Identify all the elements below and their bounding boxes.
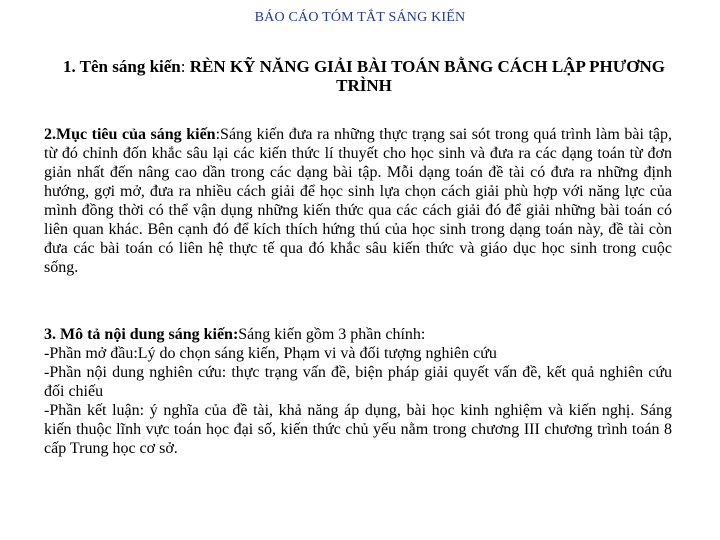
initiative-name-heading: RÈN KỸ NĂNG GIẢI BÀI TOÁN BẰNG CÁCH LẬP PHƯƠNG TRÌNH [189,57,666,95]
report-title: BÁO CÁO TÓM TẮT SÁNG KIẾN [254,10,466,25]
initiative-name-separator: : [180,57,190,76]
content-description-intro: Sáng kiến gồm 3 phần chính: [238,326,426,343]
content-description-header-line [44,325,672,344]
objective-body: :Sáng kiến đưa ra những thực trạng sai sót trong quá trình làm bài tập, từ đó chỉnh đốn khắc sâu lại các kiến thức lí thuyết cho học sinh và đưa ra các dạng toán từ đơn giản nhất đến nâng cao dần trong các dạng bài tập. Mỗi dạng toán đề tài có đưa ra những định hướng, gợi mở, đưa ra nhiều cách giải để học sinh lựa chọn cách giải phù hợp với năng lực của mình đồng thời có thể vận dụng những kiến thức qua các cách giải đó để giải những bài toán có liên quan khác. Bên cạnh đó để kích thích hứng thú của học sinh trong dạng toán này, đề tài còn đưa các bài toán có liên hệ thực tế qua đó khắc sâu kiến thức và giáo dục học sinh trong cuộc sống. [44,126,673,276]
content-description-section [44,325,672,458]
content-part-item: -Phần mở đầu:Lý do chọn sáng kiến, Phạm vi và đối tượng nghiên cứu [44,345,497,362]
content-part-item: -Phần nội dung nghiên cứu: thực trạng vấn đề, biện pháp giải quyết vấn đề, kết quả nghiên cứu đối chiếu [44,364,672,400]
objective-section [44,125,672,277]
objective-label: 2.Mục tiêu của sáng kiến [44,126,216,143]
content-part-item: -Phần kết luận: ý nghĩa của đề tài, khả năng áp dụng, bài học kinh nghiệm và kiến nghị. Sáng kiến thuộc lĩnh vực toán học đại số, kiến thức chủ yếu nằm trong chương III chương trình toán 8 cấp Trung học cơ sở. [44,402,672,457]
initiative-name-label: 1. Tên sáng kiến [62,57,181,76]
initiative-name-section [48,57,680,95]
content-description-label: 3. Mô tả nội dung sáng kiến: [44,326,239,343]
